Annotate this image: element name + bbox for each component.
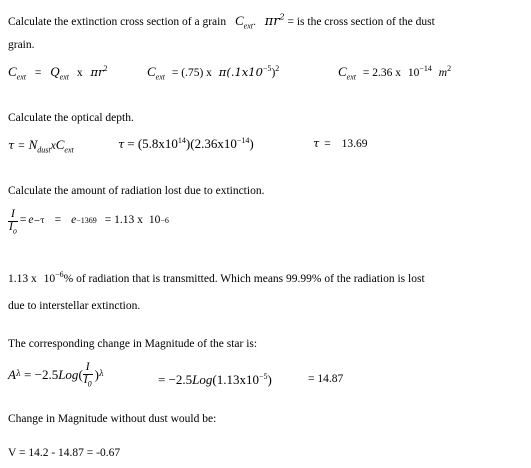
equation-cext-definition: $C_{ext} = Q_{ext}$ x $\pi r^2$ — [8, 64, 108, 82]
final-calculation: V = 14.2 - 14.87 = -0.67 — [8, 447, 121, 459]
equation-tau-substituted: $\tau = (5.8x10^{14})(2.36x10^{-14})$ — [118, 136, 254, 151]
equation-magnitude: A λ = −2.5 Log ( $\frac{I}{I_0}$ ) λ — [8, 361, 105, 388]
intro-line-2: grain. — [8, 39, 35, 51]
transmitted-statement-2: due to interstellar extinction. — [8, 300, 141, 312]
equation-tau-result: τ = 13.69 — [313, 136, 368, 150]
intro-text: Calculate the extinction cross section of a grain — [8, 16, 227, 28]
equation-cext-result: $C_{ext} = 2.36$ x $10^{-14}$ $m^2$ — [338, 64, 452, 82]
equation-magnitude-result: = 14.87 — [308, 373, 344, 385]
intensity-fraction: $\frac{I}{I_o}$ — [9, 208, 17, 235]
pi-r-squared: $\pi r^2$ — [264, 12, 285, 29]
optical-depth-heading: Calculate the optical depth. — [8, 112, 134, 124]
magnitude-fraction: $\frac{I}{I_0}$ — [83, 361, 92, 388]
radiation-lost-heading: Calculate the amount of radiation lost due to extinction. — [8, 185, 265, 197]
cext-symbol: $C_{ext}$ — [234, 13, 253, 31]
transmitted-statement: 1.13 x $10^{-6}\%$ of radiation that is transmitted. Which means 99.99% of the radiation is lost — [8, 270, 425, 285]
change-without-dust-heading: Change in Magnitude without dust would be: — [8, 413, 217, 425]
equation-cext-substituted: $C_{ext} = (.75)$ x $\pi(.1x10^{-5})^2$ — [147, 64, 280, 82]
intro-text-continued: = is the cross section of the dust — [287, 16, 435, 28]
intro-line: Calculate the extinction cross section of a grain $C_{ext}$. $\pi r^2$ = is the cross section of the dust — [8, 12, 435, 31]
magnitude-heading: The corresponding change in Magnitude of the star is: — [8, 338, 258, 350]
equation-magnitude-substituted: = $-2.5Log(1.13x10^{-5})$ — [158, 372, 272, 387]
equation-tau-definition: $\tau = N_{dust}xC_{ext}$ — [8, 137, 74, 155]
equation-intensity-ratio: $\frac{I}{I_o}$ = e −τ = e −1369 = 1.13 x 10 −6 — [9, 208, 169, 235]
